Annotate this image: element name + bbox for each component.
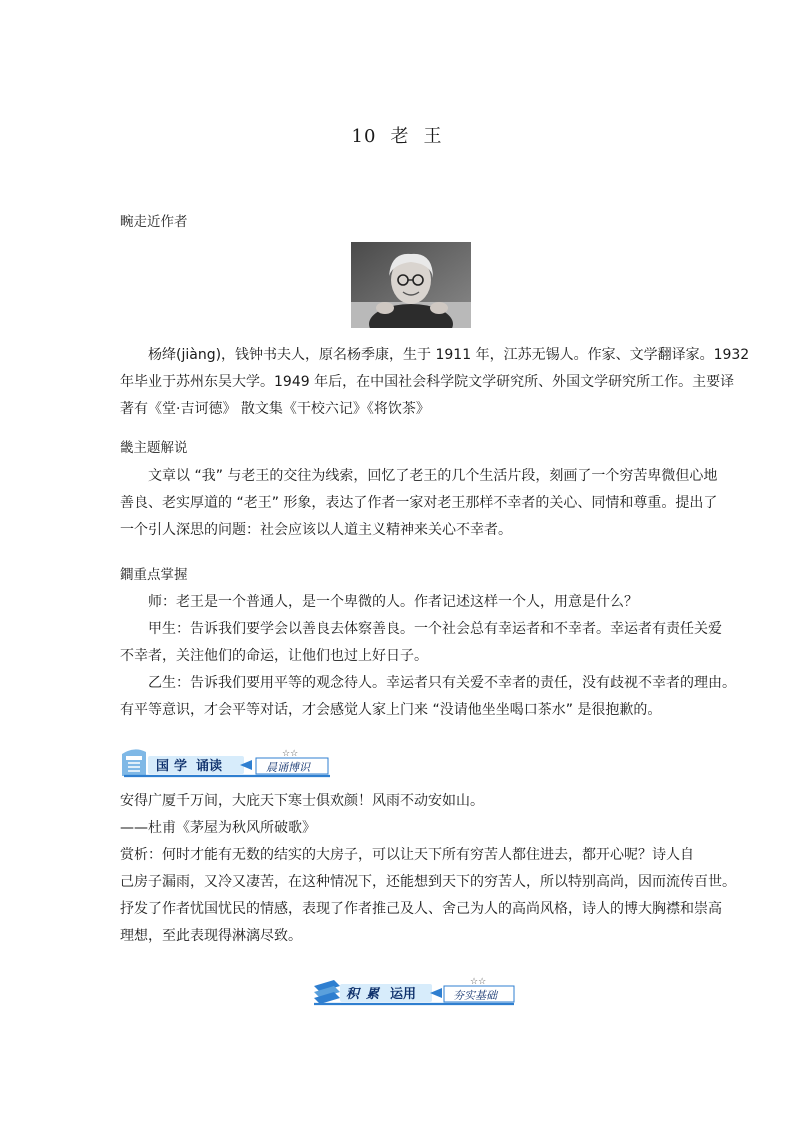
jilei-banner-char-2: 累: [366, 987, 380, 1002]
guoxue-banner-label: 诵读: [196, 759, 223, 774]
poem-analysis-line: 赏析：何时才能有无数的结实的大房子，可以让天下所有穷苦人都住进去，都开心呢？诗人自: [120, 847, 694, 863]
student-a-line: 甲生：告诉我们要学会以善良去体察善良。一个社会总有幸运者和不幸者。幸运者有责任关爱: [148, 621, 722, 637]
jilei-banner-label: 运用: [390, 987, 417, 1002]
guoxue-banner-char-1: 国: [156, 759, 170, 774]
theme-line: 一个引人深思的问题：社会应该以人道主义精神来关心不幸者。: [120, 522, 512, 538]
poem-analysis-line: 抒发了作者忧国忧民的情感，表现了作者推己及人、舍己为人的高尚风格，诗人的博大胸襟和崇高: [120, 901, 722, 917]
poem-verse: 安得广厦千万间，大庇天下寒士俱欢颜！风雨不动安如山。: [120, 793, 484, 809]
theme-text: [120, 463, 718, 544]
author-section-label: 畹走近作者: [120, 214, 188, 230]
theme-line: 文章以 “我” 与老王的交往为线索，回忆了老王的几个生活片段，刻画了一个穷苦卑微但心地: [148, 468, 718, 484]
author-bio: [120, 342, 750, 423]
guoxue-banner-char-2: 学: [174, 759, 188, 774]
key-section-label: 鐧重点掌握: [120, 567, 188, 583]
jilei-banner: [310, 974, 516, 1008]
jilei-banner-char-1: 积: [346, 987, 360, 1002]
poem-analysis-line: 己房子漏雨，又冷又凄苦，在这种情况下，还能想到天下的穷苦人，所以特别高尚，因而流传百世。: [120, 874, 736, 890]
student-b-line: 有平等意识，才会平等对话，才会感觉人家上门来 “没请他坐坐喝口茶水” 是很抱歉的。: [120, 702, 662, 718]
jilei-banner-subtitle: 夯实基础: [453, 989, 497, 1002]
poem-analysis-line: 理想，至此表现得淋漓尽致。: [120, 928, 302, 944]
guoxue-banner: [120, 746, 332, 780]
title-char-2: 王: [423, 126, 443, 147]
star-icon: ☆☆: [470, 977, 487, 987]
theme-line: 善良、老实厚道的 “老王” 形象，表达了作者一家对老王那样不幸者的关心、同情和尊重。提出了: [120, 495, 718, 511]
key-discussion: [120, 589, 736, 724]
title-char-1: 老: [390, 126, 410, 147]
guoxue-banner-subtitle: 晨诵博识: [266, 761, 310, 774]
star-icon: ☆☆: [282, 749, 299, 759]
student-a-line: 不幸者，关注他们的命运，让他们也过上好日子。: [120, 648, 428, 664]
author-photo: [351, 242, 471, 328]
author-bio-line: 著有《堂·吉诃德》 散文集《干校六记》《将饮茶》: [120, 401, 430, 417]
page-title: [0, 122, 794, 148]
student-b-line: 乙生：告诉我们要用平等的观念待人。幸运者只有关爱不幸者的责任，没有歧视不幸者的理由。: [148, 675, 736, 691]
poem-source: ——杜甫《茅屋为秋风所破歌》: [120, 820, 316, 836]
teacher-question: 师：老王是一个普通人，是一个卑微的人。作者记述这样一个人，用意是什么？: [148, 594, 638, 610]
author-bio-line: 杨绛(jiàng)，钱钟书夫人，原名杨季康，生于 1911 年，江苏无锡人。作家、文学翻译家。1932: [148, 347, 750, 363]
poem-block: [120, 788, 736, 950]
lesson-number: 10: [351, 126, 377, 147]
theme-section-label: 畿主题解说: [120, 440, 188, 456]
author-bio-line: 年毕业于苏州东吴大学。1949 年后，在中国社会科学院文学研究所、外国文学研究所工作。主要译: [120, 374, 735, 390]
